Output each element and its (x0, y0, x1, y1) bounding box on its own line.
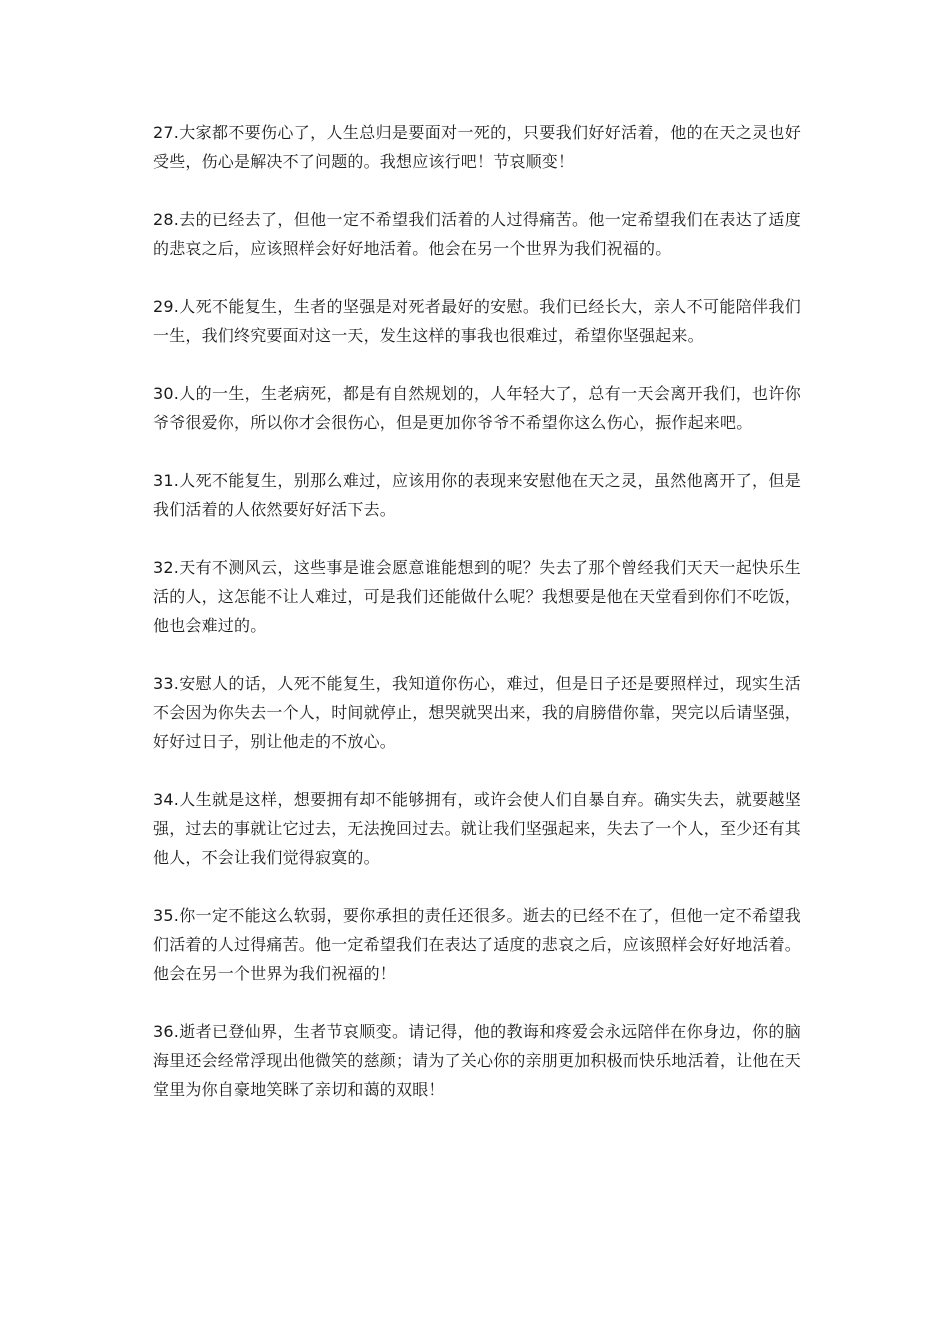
paragraph-28: 28.去的已经去了，但他一定不希望我们活着的人过得痛苦。他一定希望我们在表达了适度的悲哀之后，应该照样会好好地活着。他会在另一个世界为我们祝福的。 (153, 210, 801, 258)
paragraph-31: 31.人死不能复生，别那么难过，应该用你的表现来安慰他在天之灵，虽然他离开了，但是我们活着的人依然要好好活下去。 (153, 471, 801, 519)
paragraph-30: 30.人的一生，生老病死，都是有自然规划的，人年轻大了，总有一天会离开我们，也许你爷爷很爱你，所以你才会很伤心，但是更加你爷爷不希望你这么伤心，振作起来吧。 (153, 384, 801, 432)
paragraph-34: 34.人生就是这样，想要拥有却不能够拥有，或许会使人们自暴自弃。确实失去，就要越坚强，过去的事就让它过去，无法挽回过去。就让我们坚强起来，失去了一个人，至少还有其他人，不会让我们觉得寂寞的。 (153, 790, 802, 867)
paragraph-36: 36.逝者已登仙界，生者节哀顺变。请记得，他的教诲和疼爱会永远陪伴在你身边，你的脑海里还会经常浮现出他微笑的慈颜；请为了关心你的亲朋更加积极而快乐地活着，让他在天堂里为你自豪地笑眯了亲切和蔼的双眼！ (153, 1022, 802, 1099)
paragraph-33: 33.安慰人的话，人死不能复生，我知道你伤心，难过，但是日子还是要照样过，现实生活不会因为你失去一个人，时间就停止，想哭就哭出来，我的肩膀借你靠，哭完以后请坚强，好好过日子，别让他走的不放心。 (153, 674, 802, 751)
paragraph-27: 27.大家都不要伤心了，人生总归是要面对一死的，只要我们好好活着，他的在天之灵也好受些，伤心是解决不了问题的。我想应该行吧！节哀顺变！ (153, 123, 801, 171)
paragraph-35: 35.你一定不能这么软弱，要你承担的责任还很多。逝去的已经不在了，但他一定不希望我们活着的人过得痛苦。他一定希望我们在表达了适度的悲哀之后，应该照样会好好地活着。他会在另一个世界为我们祝福的！ (153, 906, 802, 983)
document-body (153, 118, 801, 1133)
paragraph-29: 29.人死不能复生，生者的坚强是对死者最好的安慰。我们已经长大，亲人不可能陪伴我们一生，我们终究要面对这一天，发生这样的事我也很难过，希望你坚强起来。 (153, 297, 801, 345)
paragraph-32: 32.天有不测风云，这些事是谁会愿意谁能想到的呢？失去了那个曾经我们天天一起快乐生活的人，这怎能不让人难过，可是我们还能做什么呢？我想要是他在天堂看到你们不吃饭，他也会难过的。 (153, 558, 802, 635)
